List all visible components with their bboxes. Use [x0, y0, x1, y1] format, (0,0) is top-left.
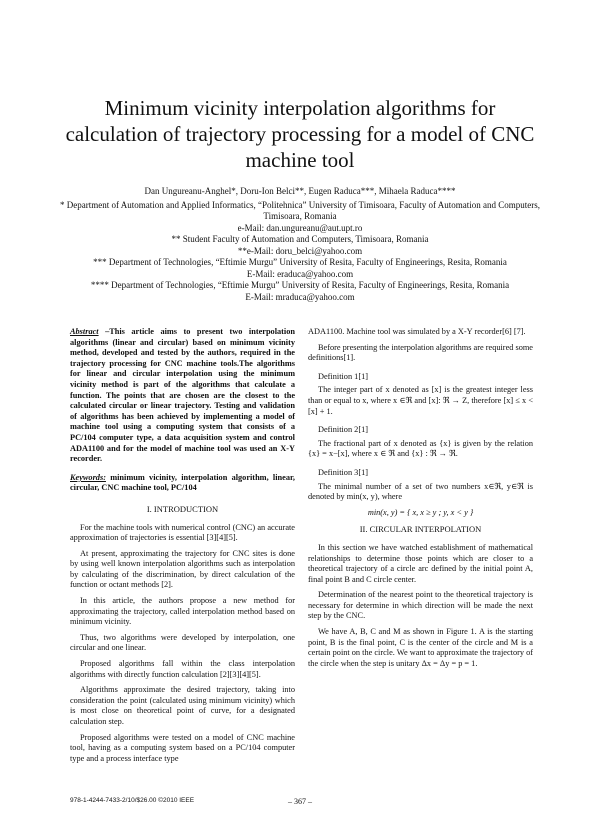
affiliation-email: E-Mail: mraduca@yahoo.com — [245, 291, 355, 302]
affiliation: **** Department of Technologies, “Eftimie Murgu” University of Resita, Faculty of Engineerings, Resita, Romania — [90, 280, 510, 290]
definition-title: Definition 2[1] — [318, 425, 369, 435]
abstract-text: –This article aims to present two interpolation algorithms (linear and circular) based on minimum vicinity method, developed and tested by the authors, required in the trajectory processing for CNC machine tools.The algorithms for linear and circular interpolation using the minimum vicinity method is part of the algorithms that calculate a function. The points that are chosen are the closest to the calculated circular or linear trajectory. Testing and validation of algorithms has been achieved by implementing a model of machine tool using a computing system that consists of a PC/104 computer type, a data acquisition system and control ADA1100 and for the model of machine tool was used an X-Y recorder. — [70, 327, 295, 464]
definition-title: Definition 3[1] — [318, 467, 369, 477]
paragraph: ADA1100. Machine tool was simulated by a X-Y recorder[6] [7]. — [308, 327, 526, 336]
paragraph: Determination of the nearest point to the theoretical trajectory is necessary for determine in which direction will be made the next step by the CNC. — [308, 590, 533, 621]
keywords — [70, 473, 295, 494]
definition-text: The minimal number of a set of two numbers x∈ℜ, y∈ℜ is denoted by min(x, y), where — [308, 481, 533, 502]
min-formula: min(x, y) = { x, x ≥ y ; y, x < y } — [367, 507, 474, 517]
paragraph: Algorithms approximate the desired trajectory, taking into consideration the point (calculated using minimum vicinity) which is most close on theoretical point of curve, for a designated calculation step. — [70, 685, 295, 726]
affiliation: *** Department of Technologies, “Eftimie Murgu” University of Resita, Faculty of Engineerings, Resita, Romania — [93, 257, 507, 267]
definition-text: The fractional part of x denoted as {x} is given by the relation {x} = x−[x], where x ∈ ℜ and {x} : ℜ → ℜ. — [308, 438, 533, 459]
paragraph: For the machine tools with numerical control (CNC) an accurate approximation of trajectories is essential [3][4][5]. — [70, 522, 295, 543]
paragraph: Proposed algorithms fall within the class interpolation algorithms with directly function calculation [2][3][4][5]. — [70, 659, 295, 679]
abstract-label: Abstract — [70, 327, 99, 336]
paragraph: In this article, the authors propose a new method for approximating the trajectory, called interpolation method based on minimum vicinity. — [70, 596, 295, 627]
right-column — [308, 327, 533, 674]
paragraph: We have A, B, C and M as shown in Figure 1. A is the starting point, B is the final point, C is the center of the circle and M is a certain point on the circle. We want to approximate the trajectory of the circle when the step is unitary Δx = Δy = p = 1. — [308, 627, 533, 668]
section-heading-introduction: I. INTRODUCTION — [146, 503, 219, 514]
affiliation: * Department of Automation and Applied Informatics, “Politehnica” University of Timisoara, Faculty of Automation and Computers, Timisoara, Romania — [60, 199, 540, 221]
footer-isbn: 978-1-4244-7433-2/10/$26.00 ©2010 IEEE — [70, 797, 195, 804]
paragraph: Before presenting the interpolation algorithms are required some definitions[1]. — [308, 342, 533, 363]
paragraph: At present, approximating the trajectory for CNC sites is done by using well known interpolation algorithms such as interpolation by calculating of the discrimination, by direct calculation of the function or octant methods [2]. — [70, 548, 295, 590]
affiliation-email: E-Mail: eraduca@yahoo.com — [246, 268, 354, 279]
keywords-text: minimum vicinity, interpolation algorithm, linear, circular, CNC machine tool, PC/104 — [70, 472, 295, 493]
paragraph: In this section we have watched establishment of mathematical relationships to determine those points which are closer to a theoretical trajectory of a circle arc defined by the initial point A, final point B and C circle center. — [308, 542, 533, 584]
author-block — [40, 186, 560, 303]
abstract — [70, 327, 295, 465]
affiliation-email: **e-Mail: doru_belci@yahoo.com — [237, 245, 363, 256]
left-column — [70, 327, 295, 769]
definition-title: Definition 1[1] — [318, 371, 369, 381]
paragraph: Proposed algorithms were tested on a model of CNC machine tool, having as a computing system based on a PC/104 computer type and a process interface type — [70, 732, 295, 763]
affiliation-email: e-Mail: dan.ungureanu@aut.upt.ro — [237, 222, 363, 233]
affiliation: ** Student Faculty of Automation and Computers, Timisoara, Romania — [171, 234, 429, 244]
paragraph: Thus, two algorithms were developed by interpolation, one circular and one linear. — [70, 632, 295, 653]
author-list: Dan Ungureanu-Anghel*, Doru-Ion Belci**, Eugen Raduca***, Mihaela Raduca**** — [144, 186, 456, 196]
section-heading-circular: II. CIRCULAR INTERPOLATION — [359, 524, 482, 535]
page-number: – 367 – — [288, 797, 312, 806]
keywords-label: Keywords: — [70, 472, 106, 482]
paper-title: Minimum vicinity interpolation algorithms for calculation of trajectory processing for a model of CNC machine tool — [65, 96, 535, 172]
definition-text: The integer part of x denoted as [x] is the greatest integer less than or equal to x, where x ∈ℜ and [x]: ℜ → Z, therefore [x] ≤ x < [x] + 1. — [308, 385, 533, 416]
